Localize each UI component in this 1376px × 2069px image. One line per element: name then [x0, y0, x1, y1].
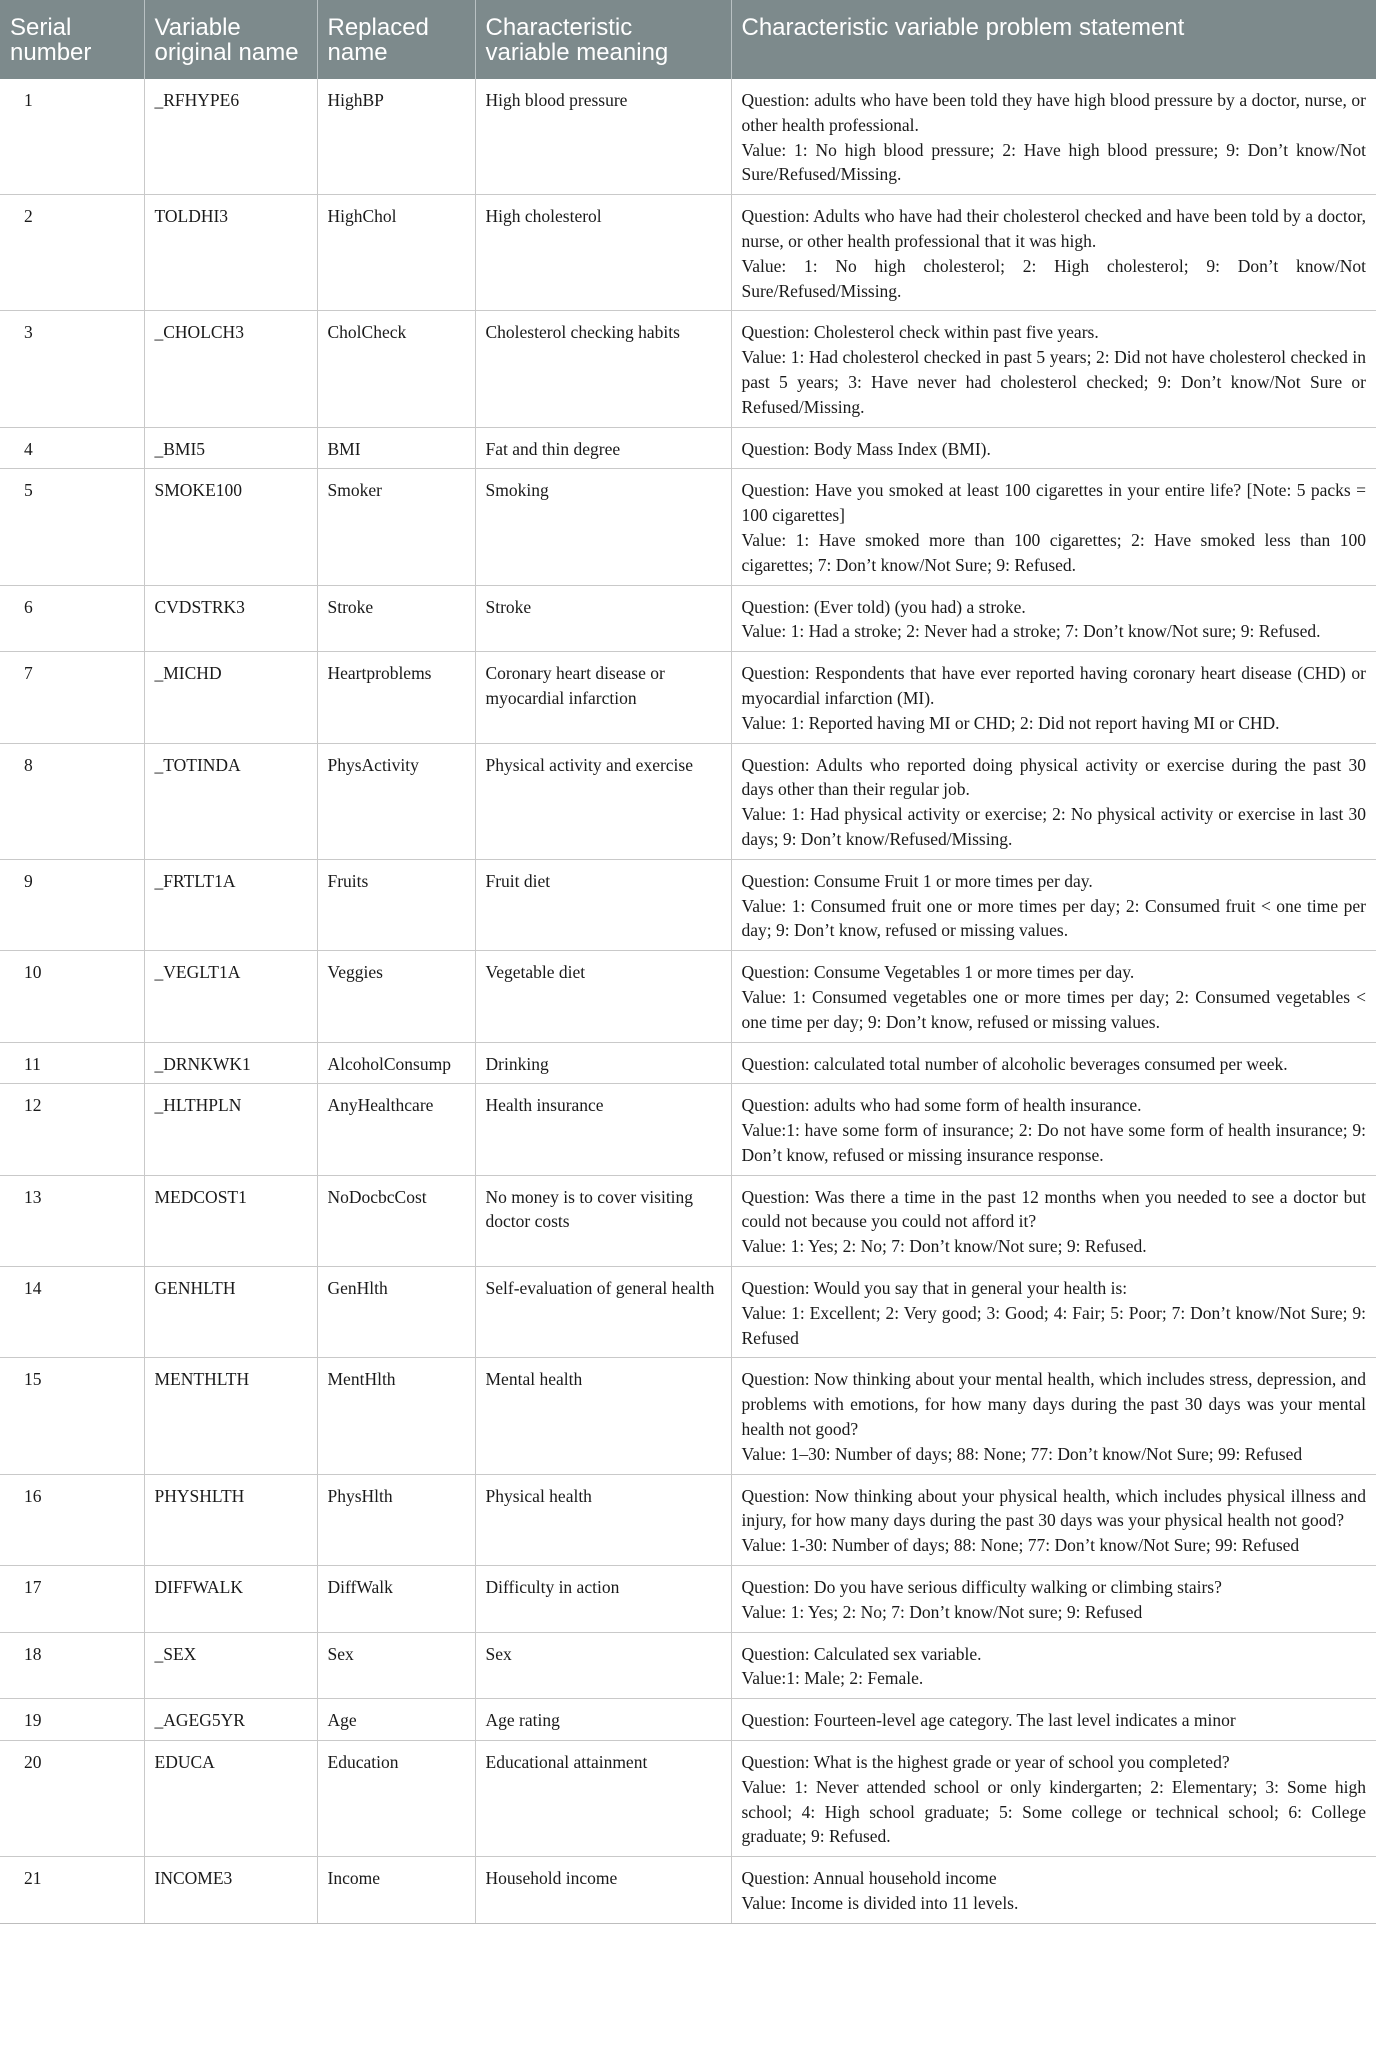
header-variable-original-name: Variable original name	[144, 0, 317, 79]
table-body	[0, 79, 1376, 1923]
meaning-cell: Educational attainment	[475, 1741, 731, 1857]
problem-statement-cell	[731, 311, 1376, 427]
table-row	[0, 1699, 1376, 1741]
question-text: Question: Now thinking about your physical health, which includes physical illness and injury, for how many days during the past 30 days was your physical health not good?	[741, 1485, 1366, 1531]
value-text: Value: 1-30: Number of days; 88: None; 77: Don’t know/Not Sure; 99: Refused	[741, 1535, 1300, 1556]
header-replaced-name: Replaced name	[317, 0, 475, 79]
problem-statement-cell	[731, 1857, 1376, 1924]
table-header	[0, 0, 1376, 79]
serial-number-cell: 6	[0, 585, 144, 652]
value-text: Value: 1: Reported having MI or CHD; 2: Did not report having MI or CHD.	[741, 712, 1280, 733]
meaning-cell: Health insurance	[475, 1084, 731, 1175]
question-text: Question: Do you have serious difficulty walking or climbing stairs?	[741, 1577, 1222, 1598]
table-row	[0, 1358, 1376, 1474]
serial-number-cell: 19	[0, 1699, 144, 1741]
original-name-cell: DIFFWALK	[144, 1566, 317, 1633]
replaced-name-cell: Income	[317, 1857, 475, 1924]
problem-statement-cell	[731, 1474, 1376, 1565]
value-text: Value: 1: Have smoked more than 100 cigarettes; 2: Have smoked less than 100 cigarettes; 7: Don’t know/Not Sure; 9: Refused.	[741, 529, 1366, 575]
meaning-cell: Drinking	[475, 1042, 731, 1084]
original-name-cell: _AGEG5YR	[144, 1699, 317, 1741]
question-text: Question: Consume Fruit 1 or more times per day.	[741, 870, 1093, 891]
original-name-cell: _FRTLT1A	[144, 859, 317, 950]
table-row	[0, 469, 1376, 585]
question-text: Question: What is the highest grade or year of school you completed?	[741, 1752, 1230, 1773]
question-text: Question: adults who had some form of health insurance.	[741, 1095, 1142, 1116]
serial-number-cell: 5	[0, 469, 144, 585]
problem-statement-cell	[731, 1699, 1376, 1741]
problem-statement-cell	[731, 1358, 1376, 1474]
original-name-cell: _HLTHPLN	[144, 1084, 317, 1175]
original-name-cell: _DRNKWK1	[144, 1042, 317, 1084]
table-row	[0, 1741, 1376, 1857]
original-name-cell: INCOME3	[144, 1857, 317, 1924]
table-row	[0, 1042, 1376, 1084]
original-name-cell: MENTHLTH	[144, 1358, 317, 1474]
replaced-name-cell: HighChol	[317, 195, 475, 311]
table-row	[0, 427, 1376, 469]
meaning-cell: Coronary heart disease or myocardial infarction	[475, 652, 731, 743]
value-text: Value:1: have some form of insurance; 2: Do not have some form of health insurance; 9: Don’t know, refused or missing insurance response.	[741, 1120, 1366, 1165]
problem-statement-cell	[731, 859, 1376, 950]
original-name-cell: _VEGLT1A	[144, 951, 317, 1042]
replaced-name-cell: CholCheck	[317, 311, 475, 427]
value-text: Value:1: Male; 2: Female.	[741, 1668, 924, 1689]
meaning-cell: Mental health	[475, 1358, 731, 1474]
problem-statement-cell	[731, 1632, 1376, 1699]
question-text: Question: Fourteen-level age category. The last level indicates a minor	[741, 1710, 1236, 1731]
serial-number-cell: 18	[0, 1632, 144, 1699]
meaning-cell: Physical activity and exercise	[475, 743, 731, 859]
replaced-name-cell: Smoker	[317, 469, 475, 585]
serial-number-cell: 9	[0, 859, 144, 950]
question-text: Question: Adults who have had their cholesterol checked and have been told by a doctor, nurse, or other health professional that it was high.	[741, 206, 1366, 251]
question-text: Question: Body Mass Index (BMI).	[741, 438, 991, 459]
table-row	[0, 652, 1376, 743]
header-characteristic-meaning: Characteristic variable meaning	[475, 0, 731, 79]
table-row	[0, 79, 1376, 195]
original-name-cell: _BMI5	[144, 427, 317, 469]
value-text: Value: 1: Excellent; 2: Very good; 3: Good; 4: Fair; 5: Poor; 7: Don’t know/Not Sure; 9: Refused	[741, 1302, 1366, 1348]
header-problem-statement: Characteristic variable problem statement	[731, 0, 1376, 79]
serial-number-cell: 7	[0, 652, 144, 743]
replaced-name-cell: NoDocbcCost	[317, 1175, 475, 1266]
question-text: Question: calculated total number of alcoholic beverages consumed per week.	[741, 1053, 1288, 1074]
original-name-cell: SMOKE100	[144, 469, 317, 585]
meaning-cell: Fruit diet	[475, 859, 731, 950]
meaning-cell: Age rating	[475, 1699, 731, 1741]
problem-statement-cell	[731, 1741, 1376, 1857]
original-name-cell: EDUCA	[144, 1741, 317, 1857]
value-text: Value: 1: Yes; 2: No; 7: Don’t know/Not sure; 9: Refused.	[741, 1236, 1147, 1257]
meaning-cell: Smoking	[475, 469, 731, 585]
question-text: Question: Now thinking about your mental health, which includes stress, depression, and problems with emotions, for how many days during the past 30 days was your mental health not good?	[741, 1369, 1366, 1440]
serial-number-cell: 4	[0, 427, 144, 469]
replaced-name-cell: GenHlth	[317, 1267, 475, 1358]
problem-statement-cell	[731, 585, 1376, 652]
question-text: Question: Cholesterol check within past five years.	[741, 322, 1099, 343]
table-row	[0, 1084, 1376, 1175]
table-row	[0, 1566, 1376, 1633]
value-text: Value: 1: Consumed vegetables one or more times per day; 2: Consumed vegetables < one time per day; 9: Don’t know, refused or missing values.	[741, 986, 1366, 1032]
value-text: Value: 1: Had a stroke; 2: Never had a stroke; 7: Don’t know/Not sure; 9: Refused.	[741, 621, 1321, 642]
replaced-name-cell: Age	[317, 1699, 475, 1741]
meaning-cell: Sex	[475, 1632, 731, 1699]
table-row	[0, 195, 1376, 311]
table-row	[0, 951, 1376, 1042]
problem-statement-cell	[731, 652, 1376, 743]
table-row	[0, 743, 1376, 859]
replaced-name-cell: Stroke	[317, 585, 475, 652]
problem-statement-cell	[731, 1084, 1376, 1175]
question-text: Question: Respondents that have ever reported having coronary heart disease (CHD) or myocardial infarction (MI).	[741, 663, 1366, 708]
table-row	[0, 1474, 1376, 1565]
table-row	[0, 859, 1376, 950]
serial-number-cell: 1	[0, 79, 144, 195]
table-row	[0, 311, 1376, 427]
serial-number-cell: 10	[0, 951, 144, 1042]
problem-statement-cell	[731, 195, 1376, 311]
serial-number-cell: 11	[0, 1042, 144, 1084]
original-name-cell: GENHLTH	[144, 1267, 317, 1358]
meaning-cell: Physical health	[475, 1474, 731, 1565]
serial-number-cell: 3	[0, 311, 144, 427]
question-text: Question: Was there a time in the past 12 months when you needed to see a doctor but could not because you could not afford it?	[741, 1186, 1366, 1232]
original-name-cell: _MICHD	[144, 652, 317, 743]
table-row	[0, 1267, 1376, 1358]
meaning-cell: Stroke	[475, 585, 731, 652]
serial-number-cell: 17	[0, 1566, 144, 1633]
value-text: Value: 1–30: Number of days; 88: None; 77: Don’t know/Not Sure; 99: Refused	[741, 1443, 1303, 1464]
replaced-name-cell: Education	[317, 1741, 475, 1857]
original-name-cell: PHYSHLTH	[144, 1474, 317, 1565]
question-text: Question: Consume Vegetables 1 or more times per day.	[741, 962, 1135, 983]
value-text: Value: 1: Never attended school or only kindergarten; 2: Elementary; 3: Some high school; 4: High school graduate; 5: Some college or technical school; 6: College graduate; 9: Refused.	[741, 1776, 1366, 1847]
table-row	[0, 1175, 1376, 1266]
table-row	[0, 1632, 1376, 1699]
question-text: Question: Adults who reported doing physical activity or exercise during the past 30 days other than their regular job.	[741, 754, 1366, 800]
meaning-cell: Household income	[475, 1857, 731, 1924]
replaced-name-cell: BMI	[317, 427, 475, 469]
meaning-cell: Fat and thin degree	[475, 427, 731, 469]
original-name-cell: _CHOLCH3	[144, 311, 317, 427]
replaced-name-cell: PhysActivity	[317, 743, 475, 859]
problem-statement-cell	[731, 79, 1376, 195]
original-name-cell: _RFHYPE6	[144, 79, 317, 195]
question-text: Question: Calculated sex variable.	[741, 1643, 982, 1664]
question-text: Question: (Ever told) (you had) a stroke.	[741, 596, 1026, 617]
meaning-cell: Self-evaluation of general health	[475, 1267, 731, 1358]
serial-number-cell: 20	[0, 1741, 144, 1857]
value-text: Value: 1: Yes; 2: No; 7: Don’t know/Not sure; 9: Refused	[741, 1601, 1143, 1622]
serial-number-cell: 21	[0, 1857, 144, 1924]
table-row	[0, 1857, 1376, 1924]
question-text: Question: Have you smoked at least 100 cigarettes in your entire life? [Note: 5 packs = 100 cigarettes]	[741, 480, 1366, 526]
meaning-cell: Vegetable diet	[475, 951, 731, 1042]
serial-number-cell: 15	[0, 1358, 144, 1474]
original-name-cell: _TOTINDA	[144, 743, 317, 859]
question-text: Question: adults who have been told they have high blood pressure by a doctor, nurse, or other health professional.	[741, 90, 1366, 135]
replaced-name-cell: Veggies	[317, 951, 475, 1042]
table-row	[0, 585, 1376, 652]
serial-number-cell: 13	[0, 1175, 144, 1266]
meaning-cell: Difficulty in action	[475, 1566, 731, 1633]
serial-number-cell: 8	[0, 743, 144, 859]
replaced-name-cell: AnyHealthcare	[317, 1084, 475, 1175]
value-text: Value: 1: Had physical activity or exercise; 2: No physical activity or exercise in last 30 days; 9: Don’t know/Refused/Missing.	[741, 804, 1366, 849]
value-text: Value: 1: Consumed fruit one or more times per day; 2: Consumed fruit < one time per day; 9: Don’t know, refused or missing values.	[741, 895, 1366, 941]
original-name-cell: TOLDHI3	[144, 195, 317, 311]
header-serial-number: Serial number	[0, 0, 144, 79]
serial-number-cell: 14	[0, 1267, 144, 1358]
replaced-name-cell: DiffWalk	[317, 1566, 475, 1633]
serial-number-cell: 2	[0, 195, 144, 311]
problem-statement-cell	[731, 1267, 1376, 1358]
serial-number-cell: 12	[0, 1084, 144, 1175]
replaced-name-cell: MentHlth	[317, 1358, 475, 1474]
replaced-name-cell: AlcoholConsump	[317, 1042, 475, 1084]
header-row	[0, 0, 1376, 79]
meaning-cell: No money is to cover visiting doctor costs	[475, 1175, 731, 1266]
problem-statement-cell	[731, 1566, 1376, 1633]
original-name-cell: CVDSTRK3	[144, 585, 317, 652]
problem-statement-cell	[731, 469, 1376, 585]
problem-statement-cell	[731, 743, 1376, 859]
replaced-name-cell: HighBP	[317, 79, 475, 195]
meaning-cell: Cholesterol checking habits	[475, 311, 731, 427]
original-name-cell: _SEX	[144, 1632, 317, 1699]
meaning-cell: High blood pressure	[475, 79, 731, 195]
original-name-cell: MEDCOST1	[144, 1175, 317, 1266]
problem-statement-cell	[731, 1175, 1376, 1266]
value-text: Value: 1: No high blood pressure; 2: Have high blood pressure; 9: Don’t know/Not Sure/Refused/Missing.	[741, 139, 1366, 185]
value-text: Value: 1: Had cholesterol checked in past 5 years; 2: Did not have cholesterol checked in past 5 years; 3: Have never had cholesterol checked; 9: Don’t know/Not Sure or Refused/Missing.	[741, 347, 1366, 417]
value-text: Value: Income is divided into 11 levels.	[741, 1893, 1019, 1914]
problem-statement-cell	[731, 427, 1376, 469]
value-text: Value: 1: No high cholesterol; 2: High cholesterol; 9: Don’t know/Not Sure/Refused/Missing.	[741, 255, 1366, 301]
replaced-name-cell: PhysHlth	[317, 1474, 475, 1565]
problem-statement-cell	[731, 1042, 1376, 1084]
question-text: Question: Would you say that in general your health is:	[741, 1278, 1128, 1299]
serial-number-cell: 16	[0, 1474, 144, 1565]
replaced-name-cell: Heartproblems	[317, 652, 475, 743]
meaning-cell: High cholesterol	[475, 195, 731, 311]
replaced-name-cell: Sex	[317, 1632, 475, 1699]
question-text: Question: Annual household income	[741, 1868, 997, 1889]
problem-statement-cell	[731, 951, 1376, 1042]
replaced-name-cell: Fruits	[317, 859, 475, 950]
